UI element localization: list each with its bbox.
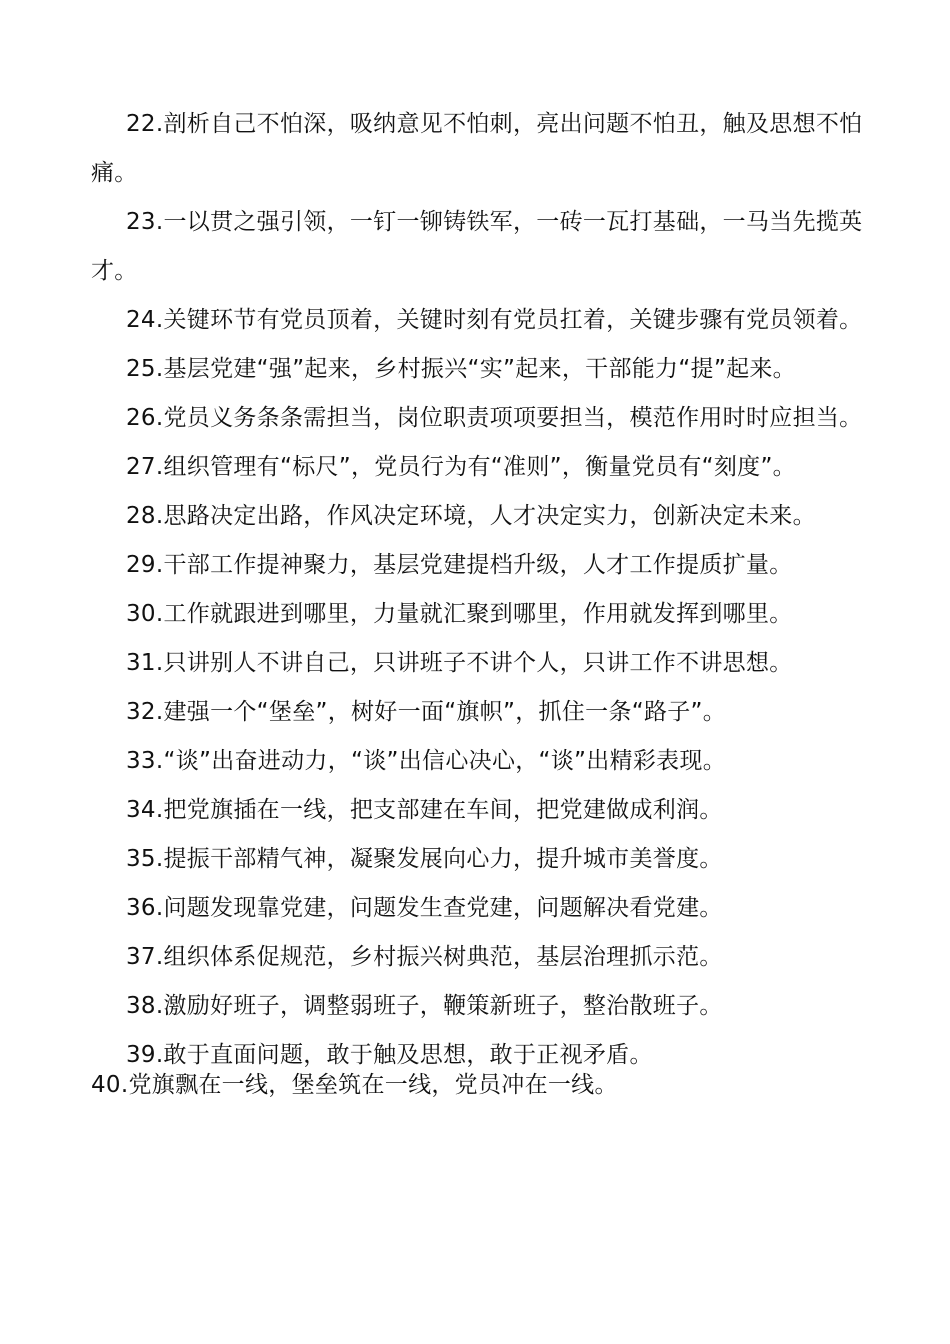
- list-item-26: 26.党员义务条条需担当，岗位职责项项要担当，模范作用时时应担当。: [126, 405, 863, 431]
- list-item-39: 39.敢于直面问题，敢于触及思想，敢于正视矛盾。: [126, 1042, 653, 1068]
- list-item-36: 36.问题发现靠党建，问题发生查党建，问题解决看党建。: [126, 895, 723, 921]
- list-item-40: 40.党旗飘在一线，堡垒筑在一线，党员冲在一线。: [91, 1072, 618, 1098]
- list-item-34: 34.把党旗插在一线，把支部建在车间，把党建做成利润。: [126, 797, 723, 823]
- list-item-28: 28.思路决定出路，作风决定环境，人才决定实力，创新决定未来。: [126, 503, 816, 529]
- list-item-30: 30.工作就跟进到哪里，力量就汇聚到哪里，作用就发挥到哪里。: [126, 601, 793, 627]
- list-item-35: 35.提振干部精气神，凝聚发展向心力，提升城市美誉度。: [126, 846, 723, 872]
- list-item-24: 24.关键环节有党员顶着，关键时刻有党员扛着，关键步骤有党员领着。: [126, 307, 863, 333]
- list-item-27: 27.组织管理有“标尺”，党员行为有“准则”，衡量党员有“刻度”。: [126, 454, 796, 480]
- document-body: [91, 100, 866, 1103]
- list-item-38: 38.激励好班子，调整弱班子，鞭策新班子，整治散班子。: [126, 993, 723, 1019]
- list-item-32: 32.建强一个“堡垒”，树好一面“旗帜”，抓住一条“路子”。: [126, 699, 727, 725]
- list-item-22: 22.剖析自己不怕深，吸纳意见不怕刺，亮出问题不怕丑，触及思想不怕痛。: [91, 111, 863, 186]
- list-item-23: 23.一以贯之强引领，一钉一铆铸铁军，一砖一瓦打基础，一马当先揽英才。: [91, 209, 863, 284]
- list-item-31: 31.只讲别人不讲自己，只讲班子不讲个人，只讲工作不讲思想。: [126, 650, 793, 676]
- list-item-25: 25.基层党建“强”起来，乡村振兴“实”起来，干部能力“提”起来。: [126, 356, 796, 382]
- list-item-33: 33.“谈”出奋进动力，“谈”出信心决心，“谈”出精彩表现。: [126, 748, 727, 774]
- list-item-29: 29.干部工作提神聚力，基层党建提档升级，人才工作提质扩量。: [126, 552, 793, 578]
- list-item-37: 37.组织体系促规范，乡村振兴树典范，基层治理抓示范。: [126, 944, 723, 970]
